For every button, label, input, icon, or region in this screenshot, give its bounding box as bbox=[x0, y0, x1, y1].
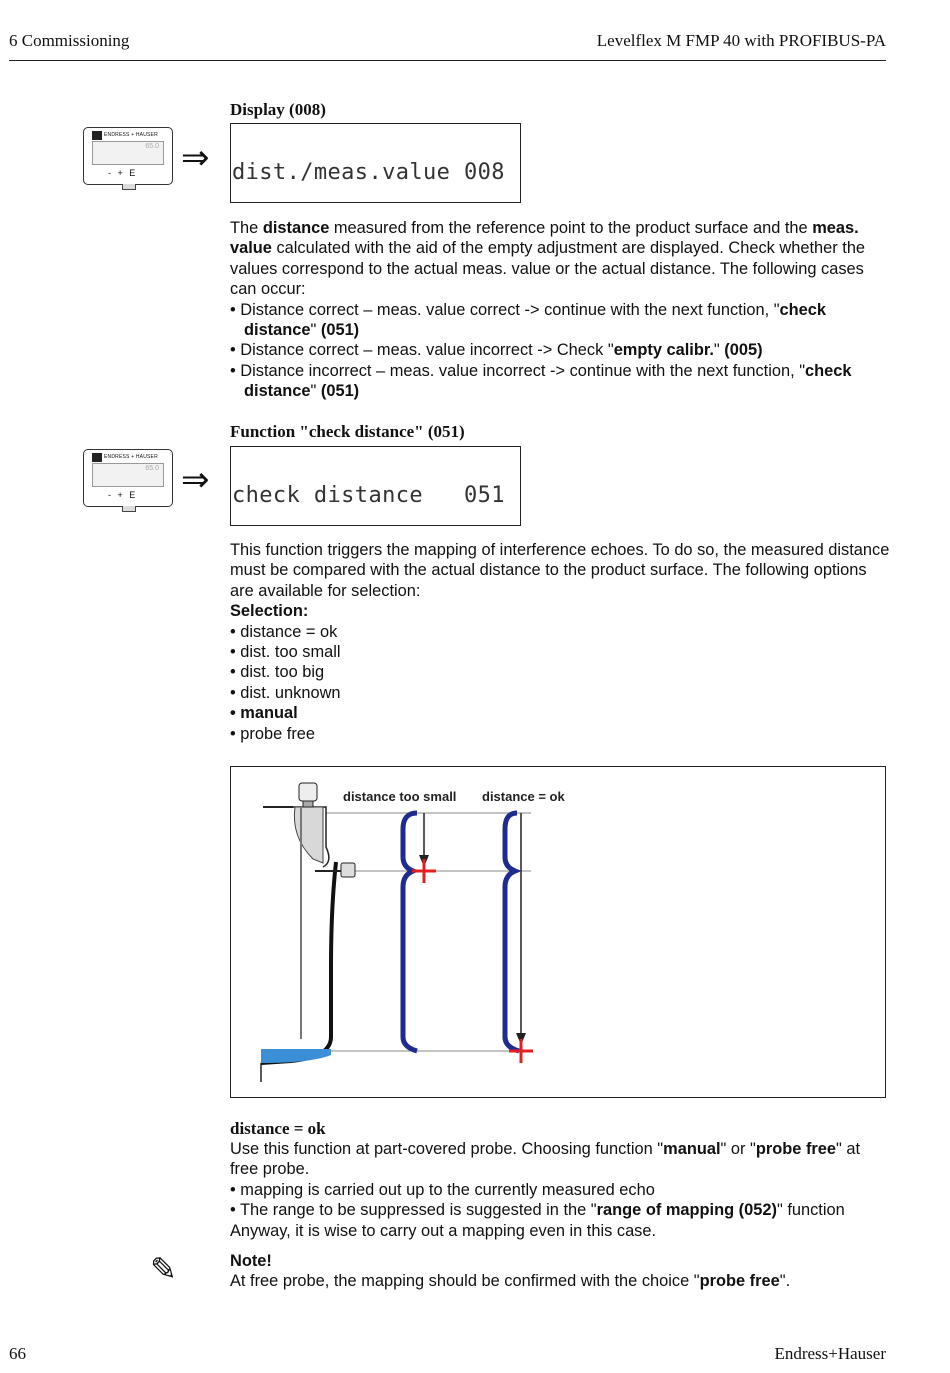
option-item: • distance = ok bbox=[230, 622, 890, 642]
ok-paragraph: Use this function at part-covered probe. Choosing function "manual" or "probe free" at free probe. bbox=[230, 1140, 861, 1179]
pencil-note-icon: ✎ bbox=[150, 1251, 177, 1287]
device-icon bbox=[83, 449, 173, 507]
mapping-diagram bbox=[230, 766, 886, 1098]
list-item: • Distance correct – meas. value incorrect -> Check "empty calibr." (005) bbox=[230, 340, 890, 360]
eh-logo-icon bbox=[92, 131, 102, 140]
label-distance-too-small: distance too small bbox=[343, 789, 457, 804]
implies-arrow-icon: ⇒ bbox=[181, 460, 210, 500]
ok-paragraph-2: Anyway, it is wise to carry out a mapping even in this case. bbox=[230, 1221, 657, 1240]
note-block bbox=[230, 1251, 890, 1292]
lcd-display-051 bbox=[230, 446, 521, 526]
device-brand: ENDRESS + HAUSER bbox=[104, 454, 158, 460]
eh-logo-icon bbox=[92, 453, 102, 462]
echo-curve-too-small bbox=[403, 813, 417, 1051]
list-item: • Distance incorrect – meas. value incorrect -> continue with the next function, "check distance" (051) bbox=[230, 361, 890, 402]
device-screen bbox=[92, 463, 164, 487]
device-screen-value: 65.0 bbox=[145, 143, 159, 150]
ok-section-title: distance = ok bbox=[230, 1119, 326, 1138]
device-screen-value: 65.0 bbox=[145, 465, 159, 472]
lcd-line: check distance 051 bbox=[232, 483, 505, 508]
nozzle-icon bbox=[341, 863, 355, 877]
device-keys: - + E bbox=[108, 490, 138, 500]
list-item: • mapping is carried out up to the currently measured echo bbox=[230, 1180, 890, 1200]
tank-contour bbox=[261, 862, 336, 1063]
selection-label: Selection: bbox=[230, 602, 309, 621]
transmitter-head-icon bbox=[299, 783, 317, 801]
ok-description bbox=[230, 1139, 890, 1241]
implies-arrow-icon: ⇒ bbox=[181, 138, 210, 178]
device-foot bbox=[122, 184, 136, 190]
liquid-level bbox=[261, 1049, 331, 1063]
note-text: At free probe, the mapping should be confirmed with the choice "probe free". bbox=[230, 1272, 791, 1291]
function-description bbox=[230, 540, 890, 744]
header-rule bbox=[9, 60, 886, 61]
device-screen bbox=[92, 141, 164, 165]
list-item: • The range to be suppressed is suggested in the "range of mapping (052)" function bbox=[230, 1200, 890, 1220]
device-icon bbox=[83, 127, 173, 185]
option-item: • manual bbox=[230, 703, 890, 723]
device-foot bbox=[122, 506, 136, 512]
option-item: • dist. too big bbox=[230, 662, 890, 682]
page-number: 66 bbox=[9, 1344, 26, 1363]
display-section-title: Display (008) bbox=[230, 100, 326, 119]
option-item: • dist. too small bbox=[230, 642, 890, 662]
tank-top-icon bbox=[294, 807, 323, 863]
device-keys: - + E bbox=[108, 168, 138, 178]
function-paragraph: This function triggers the mapping of interference echoes. To do so, the measured distance must be compared with the actual distance to the product surface. The following options are available for selection: bbox=[230, 541, 890, 600]
display-paragraph: The distance measured from the reference point to the product surface and the meas. value calculated with the aid of the empty adjustment are displayed. Check whether the values correspond to the actual meas. value or the actual distance. The following cases can occur: bbox=[230, 219, 866, 299]
product-header: Levelflex M FMP 40 with PROFIBUS-PA bbox=[596, 31, 886, 50]
lcd-display-008 bbox=[230, 123, 521, 203]
display-description bbox=[230, 218, 890, 402]
label-distance-ok: distance = ok bbox=[482, 789, 565, 804]
device-brand: ENDRESS + HAUSER bbox=[104, 132, 158, 138]
function-section-title: Function "check distance" (051) bbox=[230, 422, 465, 441]
lcd-line: dist./meas.value 008 bbox=[232, 160, 505, 185]
footer-brand: Endress+Hauser bbox=[774, 1344, 886, 1363]
option-item: • dist. unknown bbox=[230, 683, 890, 703]
mapping-diagram-svg bbox=[231, 767, 885, 1097]
note-title: Note! bbox=[230, 1252, 272, 1270]
option-item: • probe free bbox=[230, 724, 890, 744]
list-item: • Distance correct – meas. value correct -> continue with the next function, "check distance" (051) bbox=[230, 300, 890, 341]
chapter-header: 6 Commissioning bbox=[9, 31, 130, 50]
echo-curve-ok bbox=[505, 813, 519, 1051]
